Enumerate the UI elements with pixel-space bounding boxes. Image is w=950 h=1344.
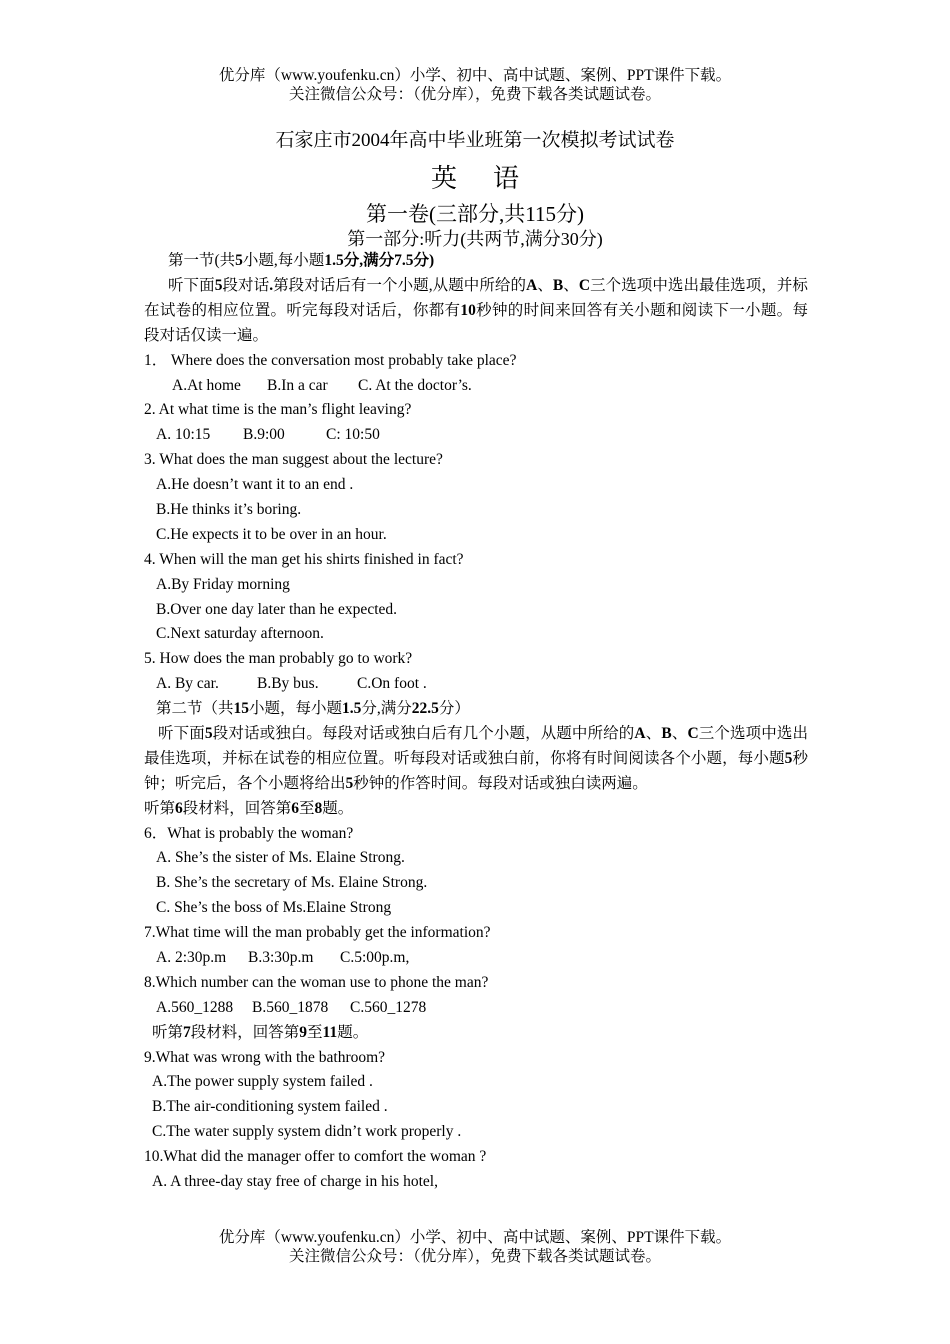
section2-instructions: 听下面5段对话或独白。每段对话或独白后有几个小题，从题中所给的A、B、C三个选项中选出最佳选项，并标在试卷的相应位置。听每段对话或独白前，你将有时间阅读各个小题，每小题5秒钟；听完后，各个小题将给出5秒钟的作答时间。每段对话或独白读两遍。 xyxy=(144,724,808,792)
question-4-option-c: C.Next saturday afternoon. xyxy=(156,625,324,643)
exam-title: 石家庄市2004年高中毕业班第一次模拟考试试卷 xyxy=(275,130,675,151)
question-1: 1． Where does the conversation most probably take place? xyxy=(144,351,517,369)
question-3-option-c: C.He expects it to be over in an hour. xyxy=(156,525,387,543)
footer-line-1: 优分库（www.youfenku.cn）小学、初中、高中试题、案例、PPT课件下载。 xyxy=(218,1229,732,1246)
question-10: 10.What did the manager offer to comfort the woman ? xyxy=(144,1148,487,1166)
question-7-options: A. 2:30p.m B.3:30p.m C.5:00p.m, xyxy=(156,949,410,967)
subject-title: 英语 xyxy=(430,164,555,193)
question-1-options: A.At home B.In a car C. At the doctor’s. xyxy=(172,376,472,394)
question-8-options: A.560_1288 B.560_1878 C.560_1278 xyxy=(156,998,427,1016)
question-9-option-c: C.The water supply system didn’t work properly . xyxy=(152,1123,462,1141)
question-2-options: A. 10:15 B.9:00 C: 10:50 xyxy=(156,426,380,444)
question-6: 6．What is probably the woman? xyxy=(144,824,354,842)
question-6-option-c: C. She’s the boss of Ms.Elaine Strong xyxy=(156,899,392,917)
page-footer xyxy=(0,1228,950,1266)
question-6-option-b: B. She’s the secretary of Ms. Elaine Strong. xyxy=(156,874,428,892)
question-3-option-b: B.He thinks it’s boring. xyxy=(156,500,302,518)
question-8: 8.Which number can the woman use to phone the man? xyxy=(144,973,489,991)
material-6-instruction: 听第6段材料，回答第6至8题。 xyxy=(144,799,354,817)
question-7: 7.What time will the man probably get the information? xyxy=(144,924,491,942)
question-9-option-b: B.The air-conditioning system failed . xyxy=(152,1098,388,1116)
section2-heading: 第二节（共15小题，每小题1.5分,满分22.5分） xyxy=(156,700,470,718)
volume-title: 第一卷(三部分,共115分) xyxy=(366,202,584,226)
footer-line-2: 关注微信公众号：（优分库），免费下载各类试题试卷。 xyxy=(288,1248,661,1265)
question-3-option-a: A.He doesn’t want it to an end . xyxy=(156,476,354,494)
question-9: 9.What was wrong with the bathroom? xyxy=(144,1048,386,1066)
question-4-option-b: B.Over one day later than he expected. xyxy=(156,600,398,618)
question-2: 2. At what time is the man’s flight leaving? xyxy=(144,401,412,419)
question-4: 4. When will the man get his shirts finished in fact? xyxy=(144,550,464,568)
part-title: 第一部分:听力(共两节,满分30分) xyxy=(347,229,603,249)
material-7-instruction: 听第7段材料，回答第9至11题。 xyxy=(152,1023,369,1041)
question-5-options: A. By car. B.By bus. C.On foot . xyxy=(156,675,427,693)
header-line-1: 优分库（www.youfenku.cn）小学、初中、高中试题、案例、PPT课件下载。 xyxy=(218,67,732,84)
section1-heading: 第一节(共5小题,每小题1.5分,满分7.5分) xyxy=(168,252,435,269)
question-9-option-a: A.The power supply system failed . xyxy=(152,1073,373,1091)
question-3: 3. What does the man suggest about the lecture? xyxy=(144,451,443,469)
question-6-option-a: A. She’s the sister of Ms. Elaine Strong. xyxy=(156,849,405,867)
section1-instructions: 听下面5段对话.第段对话后有一个小题,从题中所给的A、B、C三个选项中选出最佳选项，并标在试卷的相应位置。听完每段对话后，你都有10秒钟的时间来回答有关小题和阅读下一小题。每段对话仅读一遍。 xyxy=(144,276,808,344)
question-5: 5. How does the man probably go to work? xyxy=(144,650,413,668)
header-line-2: 关注微信公众号：（优分库），免费下载各类试题试卷。 xyxy=(288,86,661,103)
question-4-option-a: A.By Friday morning xyxy=(156,575,290,593)
exam-content xyxy=(144,249,808,1195)
page-header xyxy=(0,66,950,104)
question-10-option-a: A. A three-day stay free of charge in his hotel, xyxy=(152,1173,438,1191)
